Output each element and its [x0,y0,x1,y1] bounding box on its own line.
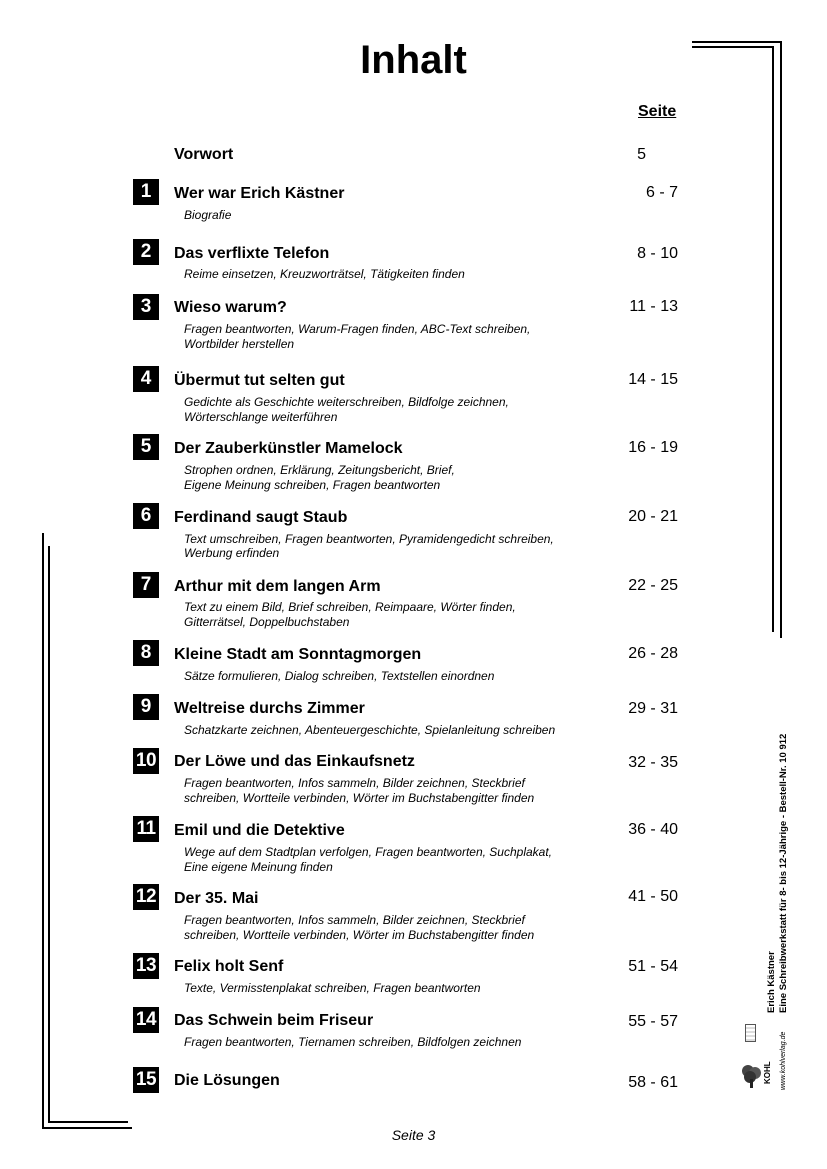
chapter-number-badge: 8 [133,640,159,666]
toc-entry-description: Texte, Vermisstenplakat schreiben, Fragen beantworten [184,981,481,995]
pages-column-header: Seite [638,103,677,120]
toc-entry-title: Felix holt Senf [174,958,284,975]
toc-entry-pages: 36 - 40 [628,821,678,838]
toc-entry-title: Weltreise durchs Zimmer [174,700,365,717]
toc-entry-description: Sätze formulieren, Dialog schreiben, Textstellen einordnen [184,669,495,683]
toc-entry-description: Text zu einem Bild, Brief schreiben, Reimpaare, Wörter finden, [184,600,516,614]
chapter-number-badge: 1 [133,179,159,205]
toc-entry-title: Wieso warum? [174,299,287,316]
chapter-number-badge: 2 [133,239,159,265]
toc-entry-title: Der Löwe und das Einkaufsnetz [174,753,415,770]
toc-entry-description: Wortbilder herstellen [184,337,295,351]
toc-entry-description: Gedichte als Geschichte weiterschreiben, Bildfolge zeichnen, [184,395,509,409]
toc-entry-pages: 5 [637,146,646,163]
toc-entry-pages: 41 - 50 [628,888,678,905]
toc-entry-pages: 29 - 31 [628,700,678,717]
toc-entry-title: Das Schwein beim Friseur [174,1012,374,1029]
toc-entry-description: Wörterschlange weiterführen [184,410,338,424]
frame-bottom-left-vertical-1 [42,533,44,1129]
chapter-number-badge: 12 [133,884,159,910]
sidebar-book-title: Erich Kästner [766,951,777,1013]
chapter-number-badge: 10 [133,748,159,774]
chapter-number-badge: 13 [133,953,159,979]
toc-entry-description: Strophen ordnen, Erklärung, Zeitungsbericht, Brief, [184,463,455,477]
toc-entry-pages: 8 - 10 [637,245,678,262]
toc-entry-description: Schatzkarte zeichnen, Abenteuergeschichte, Spielanleitung schreiben [184,723,556,737]
toc-entry-description: Fragen beantworten, Tiernamen schreiben, Bildfolgen zeichnen [184,1035,522,1049]
toc-entry-title: Kleine Stadt am Sonntagmorgen [174,646,422,663]
toc-entry-description: Biografie [184,208,232,222]
chapter-number-badge: 7 [133,572,159,598]
chapter-number-badge: 15 [133,1067,159,1093]
toc-entry-pages: 26 - 28 [628,645,678,662]
toc-entry-title: Ferdinand saugt Staub [174,509,348,526]
toc-entry-pages: 6 - 7 [645,184,678,201]
toc-entry-title: Vorwort [174,146,234,163]
toc-entry-pages: 55 - 57 [628,1013,678,1030]
toc-entry-description: Text umschreiben, Fragen beantworten, Pyramidengedicht schreiben, [184,532,554,546]
toc-entry-description: Fragen beantworten, Infos sammeln, Bilder zeichnen, Steckbrief [184,776,525,790]
toc-entry-description: schreiben, Wortteile verbinden, Wörter im Buchstabengitter finden [184,791,535,805]
sidebar-publisher: KOHL [763,1061,772,1084]
frame-bottom-left-horizontal-2 [48,1121,128,1123]
toc-entry-title: Der Zauberkünstler Mamelock [174,440,403,457]
toc-entry-title: Das verflixte Telefon [174,245,330,262]
toc-entry-pages: 51 - 54 [628,958,678,975]
toc-entry-title: Die Lösungen [174,1072,280,1089]
toc-entry-pages: 32 - 35 [628,754,678,771]
publisher-logo-icon [741,1062,763,1088]
toc-entry-description: Gitterrätsel, Doppelbuchstaben [184,615,350,629]
toc-entry-pages: 22 - 25 [628,577,678,594]
toc-entry-description: Eine eigene Meinung finden [184,860,333,874]
chapter-number-badge: 4 [133,366,159,392]
toc-entry-title: Wer war Erich Kästner [174,185,345,202]
chapter-number-badge: 5 [133,434,159,460]
frame-top-right-vertical-2 [772,46,774,632]
chapter-number-badge: 6 [133,503,159,529]
toc-entry-description: schreiben, Wortteile verbinden, Wörter im Buchstabengitter finden [184,928,535,942]
chapter-number-badge: 11 [133,816,159,842]
toc-entry-pages: 20 - 21 [628,508,678,525]
chapter-number-badge: 14 [133,1007,159,1033]
chapter-number-badge: 9 [133,694,159,720]
toc-entry-description: Fragen beantworten, Infos sammeln, Bilder zeichnen, Steckbrief [184,913,525,927]
toc-entry-pages: 14 - 15 [628,371,678,388]
toc-entry-title: Arthur mit dem langen Arm [174,578,381,595]
toc-entry-pages: 16 - 19 [628,439,678,456]
page-footer: Seite 3 [391,1127,436,1143]
toc-entry-title: Emil und die Detektive [174,822,345,839]
frame-top-right-vertical-1 [780,41,782,638]
toc-entry-description: Werbung erfinden [184,546,280,560]
toc-entry-title: Übermut tut selten gut [174,372,345,389]
toc-entry-description: Reime einsetzen, Kreuzworträtsel, Tätigkeiten finden [184,267,465,281]
frame-bottom-left-vertical-2 [48,546,50,1123]
toc-entry-description: Eigene Meinung schreiben, Fragen beantworten [184,478,441,492]
toc-entry-pages: 58 - 61 [628,1074,678,1091]
toc-entry-description: Fragen beantworten, Warum-Fragen finden, ABC-Text schreiben, [184,322,531,336]
toc-entry-title: Der 35. Mai [174,890,259,907]
sidebar-url[interactable]: www.kohlverlag.de [780,1031,787,1090]
publisher-logo-box [745,1024,756,1042]
page-title: Inhalt [360,38,467,82]
toc-entry-pages: 11 - 13 [629,298,678,315]
sidebar-book-subtitle: Eine Schreibwerkstatt für 8- bis 12-Jährige - Bestell-Nr. 10 912 [778,733,789,1013]
toc-entry-description: Wege auf dem Stadtplan verfolgen, Fragen beantworten, Suchplakat, [184,845,553,859]
chapter-number-badge: 3 [133,294,159,320]
